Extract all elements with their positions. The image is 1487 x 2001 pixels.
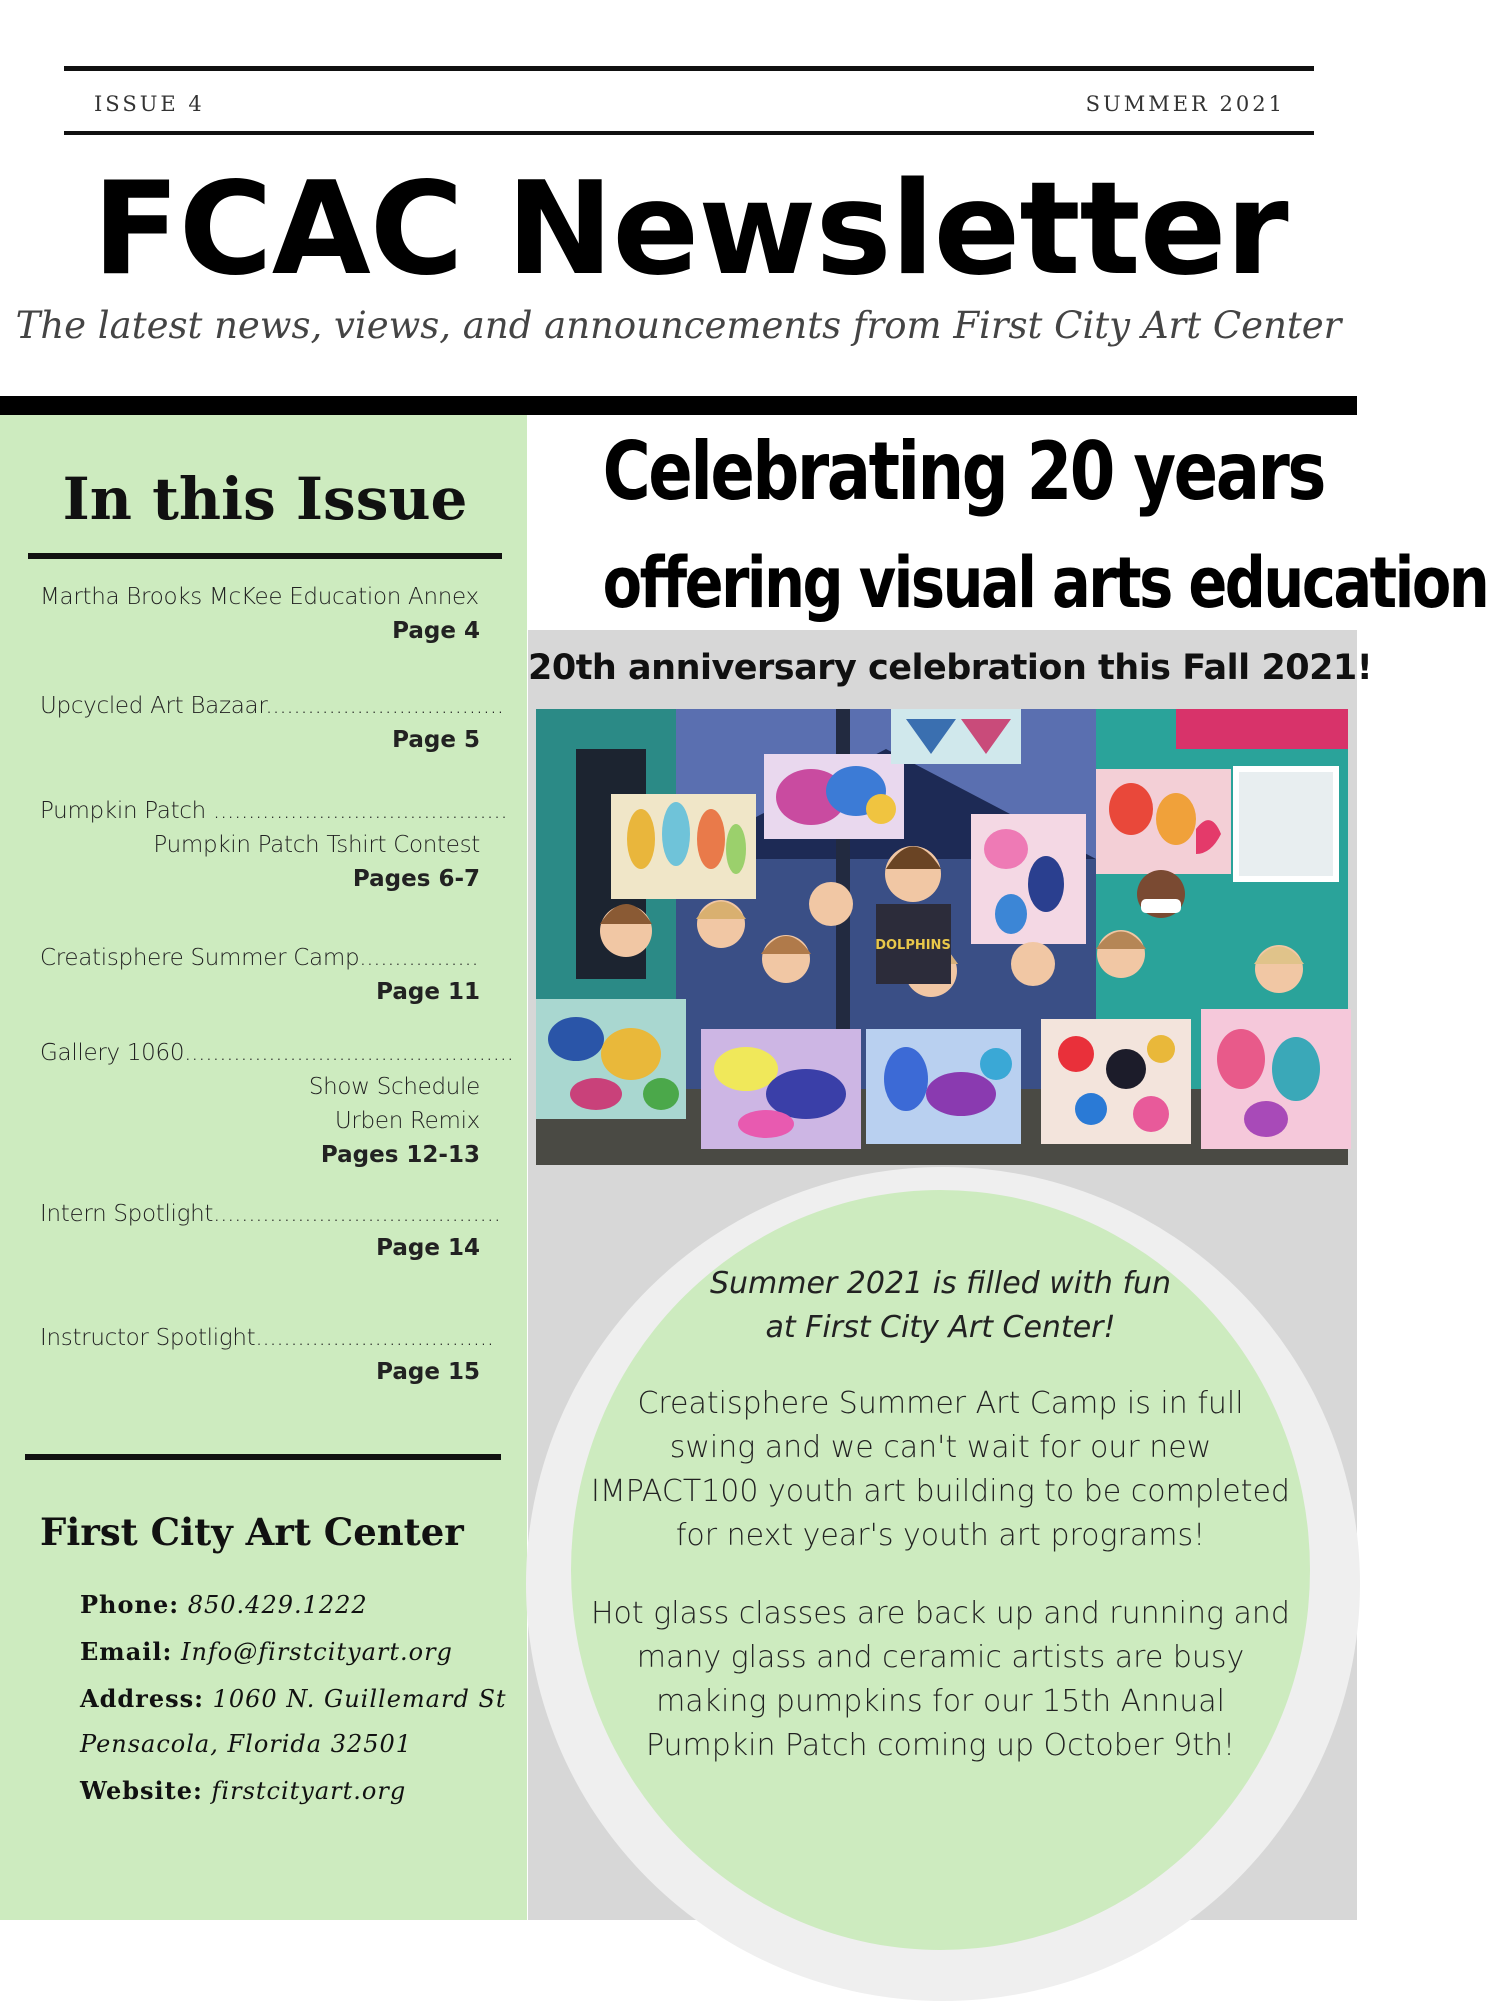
feature-intro-line-2: at First City Art Center! (765, 1310, 1116, 1345)
kids-artwork-photo (536, 709, 1348, 1165)
toc-item-page: Page 5 (392, 727, 480, 753)
toc-item-title: Creatisphere Summer Camp................. (40, 945, 479, 971)
feature-headline-1: Celebrating 20 years (602, 425, 1324, 518)
toc-item-page: Pages 6-7 (352, 866, 480, 892)
toc-item-title: Intern Spotlight......................................... (40, 1201, 501, 1227)
contact-website (80, 1776, 406, 1805)
toc-item-art-bazaar (40, 689, 504, 757)
feature-intro-line-1: Summer 2021 is filled with fun (709, 1266, 1172, 1301)
toc-item-summer-camp (40, 941, 480, 1009)
feature-intro (571, 1262, 1310, 1350)
painting (891, 709, 1021, 764)
address-label: Address: (80, 1684, 204, 1713)
issue-season: SUMMER 2021 (1085, 92, 1285, 116)
toc-item-page: Pages 12-13 (320, 1142, 480, 1168)
contact-phone (80, 1590, 368, 1619)
toc-item-title: Pumpkin Patch .......................................... (40, 798, 508, 824)
toc-item-title: Gallery 1060............................................... (40, 1040, 514, 1066)
painting (1201, 1009, 1351, 1149)
toc-item-page: Page 11 (376, 979, 480, 1005)
feature-headline-2: offering visual arts education (602, 542, 1487, 624)
toc-item-subtitle: Show Schedule (308, 1074, 480, 1100)
toc-item-title: Instructor Spotlight.................................. (40, 1325, 494, 1351)
toc-item-education-annex (40, 580, 480, 648)
toc-bottom-rule (25, 1454, 501, 1460)
toc-item-title: Upcycled Art Bazaar.................................. (40, 693, 504, 719)
phone-label: Phone: (80, 1590, 180, 1619)
painting (1041, 1019, 1191, 1144)
header-divider-band (0, 396, 1357, 415)
feature-subhead: 20th anniversary celebration this Fall 2021! (528, 648, 1373, 688)
toc-item-instructor-spotlight (40, 1321, 494, 1389)
painting (611, 794, 756, 899)
newsletter-tagline: The latest news, views, and announcements from First City Art Center (15, 304, 1342, 347)
painting (764, 754, 904, 839)
toc-title: In this Issue (62, 465, 468, 533)
toc-item-title: Martha Brooks McKee Education Annex (40, 584, 479, 610)
email-label: Email: (80, 1637, 173, 1666)
toc-item-gallery (40, 1036, 514, 1172)
org-name: First City Art Center (40, 1510, 464, 1554)
contact-address (80, 1684, 507, 1713)
painting (866, 1029, 1021, 1144)
painting (971, 814, 1086, 944)
newsletter-title: FCAC Newsletter (92, 155, 1288, 304)
toc-item-subtitle: Urben Remix (334, 1108, 480, 1134)
header-top-rule (64, 66, 1314, 71)
header-bottom-rule (64, 131, 1314, 135)
address-line-2: Pensacola, Florida 32501 (80, 1730, 413, 1758)
toc-item-page: Page 15 (376, 1359, 480, 1385)
website-label: Website: (80, 1776, 203, 1805)
toc-item-subtitle: Pumpkin Patch Tshirt Contest (153, 832, 480, 858)
painting (701, 1029, 861, 1149)
contact-email (80, 1637, 453, 1666)
contact-address-line-2 (80, 1730, 412, 1758)
toc-item-page: Page 4 (392, 618, 480, 644)
feature-paragraph-1: Creatisphere Summer Art Camp is in full swing and we can't wait for our new IMPACT100 youth art building to be completed for next year's youth art programs! (591, 1386, 1290, 1553)
toc-title-rule (28, 553, 502, 559)
feature-paragraph-2: Hot glass classes are back up and running and many glass and ceramic artists are busy making pumpkins for our 15th Annual Pumpkin Patch coming up October 9th! (591, 1596, 1290, 1763)
phone-value: 850.429.1222 (187, 1591, 368, 1619)
address-line-1: 1060 N. Guillemard St (212, 1685, 507, 1713)
issue-number: ISSUE 4 (94, 92, 205, 116)
painting (1096, 769, 1231, 874)
shirt-text: DOLPHINS (875, 938, 951, 953)
painting (536, 999, 686, 1119)
toc-item-pumpkin-patch (40, 794, 508, 896)
toc-item-intern-spotlight (40, 1197, 501, 1265)
email-link[interactable]: Info@firstcityart.org (180, 1638, 453, 1666)
toc-item-page: Page 14 (376, 1235, 480, 1261)
website-link[interactable]: firstcityart.org (211, 1777, 407, 1805)
